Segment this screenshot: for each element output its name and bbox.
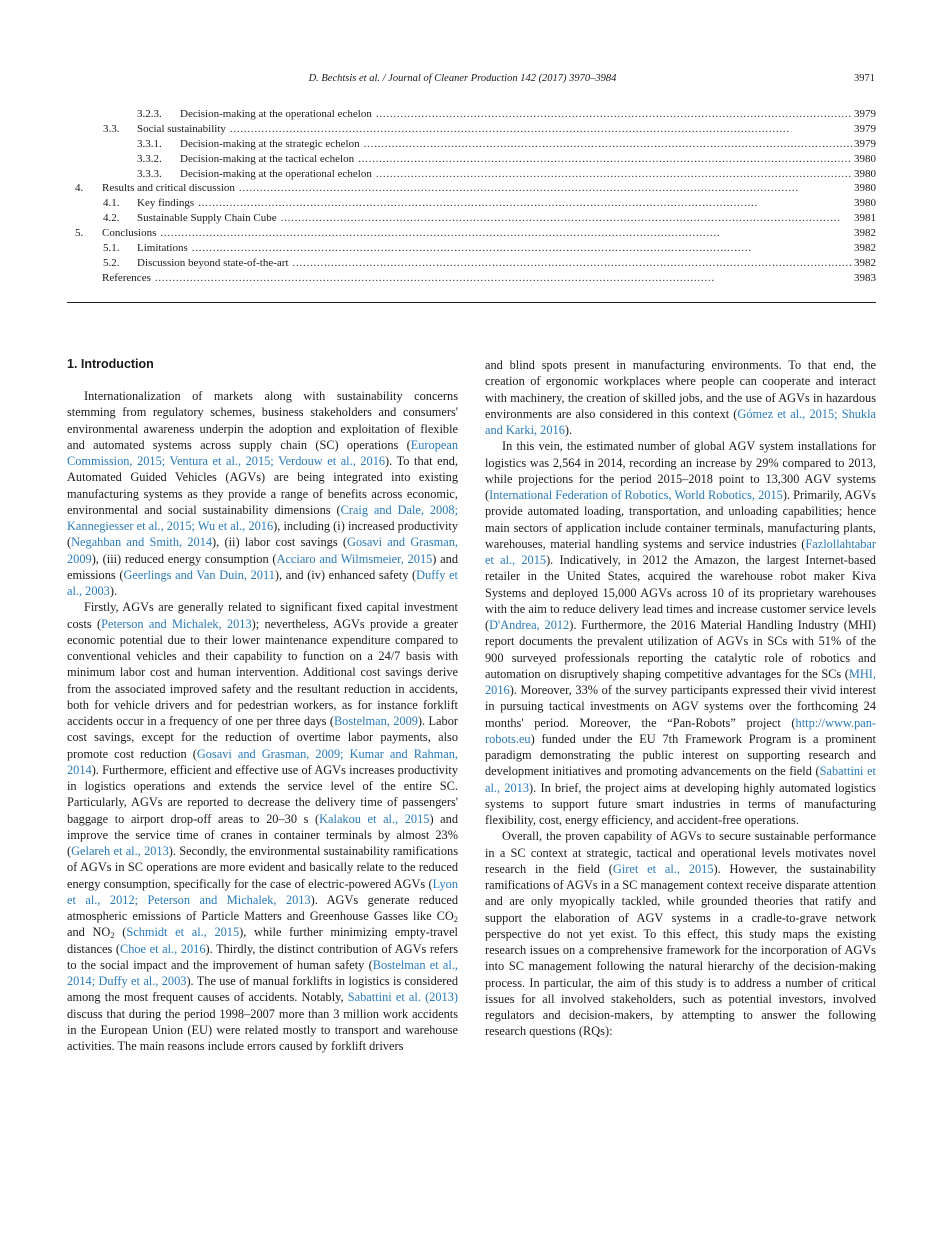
paragraph: Internationalization of markets along with sustainability concerns stemming from regulatory schemes, business stakeholders and consumers' environmental awareness underpin the adoption and exploitation of flexible and automated systems across supply chain (SC) operations (European Commission, 2015; Ventura et al., 2015; Verdouw et al., 2016). To that end, Automated Guided Vehicles (AGVs) are being integrated into existing manufacturing systems as they provide a range of benefits across economic, environmental and social sustainability dimensions (Craig and Dale, 2008; Kannegiesser et al., 2015; Wu et al., 2016), including (i) increased productivity (Negahban and Smith, 2014), (ii) labor cost savings (Gosavi and Grasman, 2009), (iii) reduced energy consumption (Acciaro and Wilmsmeier, 2015) and emissions (Geerlings and Van Duin, 2011), and (iv) enhanced safety (Duffy et al., 2003).: [67, 389, 458, 598]
citation-link[interactable]: Duffy et al., 2003: [67, 567, 458, 598]
citation-link[interactable]: Sabattini et al., 2013: [485, 764, 876, 795]
running-head: [0, 73, 925, 89]
citation-link[interactable]: Choe et al., 2016: [119, 941, 206, 956]
toc-entry[interactable]: 3.3.1. Decision-making at the strategic echelon . . . 3979: [67, 137, 876, 152]
citation-link[interactable]: MHI, 2016: [485, 666, 876, 697]
citation-link[interactable]: Craig and Dale, 2008; Kannegiesser et al., 2015; Wu et al., 2016: [67, 502, 458, 533]
citation-link[interactable]: Peterson and Michalek, 2013: [101, 616, 252, 631]
section-heading: 1. Introduction: [67, 357, 154, 371]
toc-entry[interactable]: 3.3. Social sustainability . . . 3979: [67, 122, 876, 137]
page-number: 3971: [854, 73, 875, 84]
citation-link[interactable]: Acciaro and Wilmsmeier, 2015: [276, 551, 433, 566]
citation-link[interactable]: International Federation of Robotics, World Robotics, 2015: [489, 488, 783, 502]
citation-link[interactable]: Fazlollahtabar et al., 2015: [485, 536, 876, 567]
citation-link[interactable]: Giret et al., 2015: [612, 861, 714, 876]
toc-entry[interactable]: 3.3.3. Decision-making at the operational echelon . . . 3980: [67, 167, 876, 182]
citation-link[interactable]: Gosavi and Grasman, 2009: [67, 535, 458, 566]
citation-link[interactable]: Gómez et al., 2015; Shukla and Karki, 2016: [485, 406, 876, 437]
citation-link[interactable]: Schmidt et al., 2015: [126, 925, 240, 940]
citation-link[interactable]: Gelareh et al., 2013: [71, 844, 169, 858]
citation-link[interactable]: Negahban and Smith, 2014: [71, 535, 213, 550]
right-column: [485, 357, 876, 1040]
citation-link[interactable]: Gosavi and Grasman, 2009; Kumar and Rahman, 2014: [67, 746, 458, 777]
left-column: [67, 356, 458, 1054]
table-of-contents: [67, 107, 876, 286]
citation-link[interactable]: D'Andrea, 2012: [489, 618, 570, 632]
citation-link[interactable]: Bostelman, 2009: [333, 714, 418, 728]
paragraph: Overall, the proven capability of AGVs to secure sustainable performance in a SC context at strategic, tactical and operational levels motivates novel research in the field (Giret et al., 2015). However, the sustainability ramifications of AGVs in a SC management context receive disparate attention and are only myopically tackled, while grounded theories that ratify and support the elaboration of AGV systems in a cradle-to-grave network perspective do not yet exist. To this effect, this study maps the existing research issues on a comprehensive framework for the incorporation of AGVs into SC management following the natural hierarchy of the decision-making process. In particular, the aim of this study is to address a number of critical issues for all involved stakeholders, such as potential investors, involved regulators and decision-makers, by attempting to answer the following research questions (RQs):: [485, 829, 876, 1039]
toc-entry[interactable]: 4.1. Key findings . . . 3980: [67, 196, 876, 211]
citation-link[interactable]: Geerlings and Van Duin, 2011: [123, 567, 275, 582]
toc-entry[interactable]: References . . . 3983: [67, 271, 876, 286]
toc-entry[interactable]: 3.3.2. Decision-making at the tactical echelon . . . 3980: [67, 152, 876, 167]
toc-entry[interactable]: 5.2. Discussion beyond state-of-the-art . . . 3982: [67, 256, 876, 271]
toc-entry[interactable]: 4.2. Sustainable Supply Chain Cube . . . 3981: [67, 211, 876, 226]
header-divider: [67, 302, 876, 303]
toc-entry[interactable]: 5.1. Limitations . . . 3982: [67, 241, 876, 256]
paragraph: and blind spots present in manufacturing environments. To that end, the creation of ergonomic workplaces where people can cooperate and interact with machinery, the creation of skilled jobs, and the use of AGVs in hazardous environments are also considered in this context (Gómez et al., 2015; Shukla and Karki, 2016).: [485, 358, 876, 437]
toc-entry[interactable]: 3.2.3. Decision-making at the operational echelon . . . 3979: [67, 107, 876, 122]
toc-entry[interactable]: 5. Conclusions . . . 3982: [67, 226, 876, 241]
citation-link[interactable]: Bostelman et al., 2014; Duffy et al., 2003: [67, 957, 458, 988]
citation-link[interactable]: Lyon et al., 2012; Peterson and Michalek, 2013: [67, 876, 458, 907]
toc-entry[interactable]: 4. Results and critical discussion . . . 3980: [67, 181, 876, 196]
paragraph: Firstly, AGVs are generally related to significant fixed capital investment costs (Peterson and Michalek, 2013); nevertheless, AGVs provide a greater economic potential due to their lower maintenance expenditure compared to conventional vehicles and their capability to function on a 24/7 basis with minimum labor cost and human intervention. Additional cost savings derive from the associated improved safety and the resultant reduction in accidents, both for vehicle drivers and for pedestrian workers, as for instance forklift accidents occur in a frequency of one per three days (Bostelman, 2009). Labor cost savings, except for the reduction of overtime labor payments, also promote cost reduction (Gosavi and Grasman, 2009; Kumar and Rahman, 2014). Furthermore, efficient and effective use of AGVs increases productivity in logistics operations and extends the service level of the entire SC. Particularly, AGVs are reported to decrease the delivery time of passengers' baggage to airport drop-off areas to 20–30 s (Kalakou et al., 2015) and improve the service time of cranes in container terminals by almost 23% (Gelareh et al., 2013). Secondly, the environmental sustainability ramifications of AGVs in SC operations are more evident and basically relate to the reduced energy consumption, specifically for the case of electric-powered AGVs (Lyon et al., 2012; Peterson and Michalek, 2013). AGVs generate reduced atmospheric emissions of Particle Matters and Greenhouse Gasses like $CO_2$ and $NO_2$ (Schmidt et al., 2015), while further minimizing empty-travel distances (Choe et al., 2016). Thirdly, the distinct contribution of AGVs refers to the social impact and the improvement of human safety (Bostelman et al., 2014; Duffy et al., 2003). The use of manual forklifts in logistics is considered among the most frequent causes of accidents. Notably, Sabattini et al. (2013) discuss that during the period 1998–2007 more than 3 million work accidents in the European Union (EU) were related mostly to transport and warehouse activities. The main reasons include errors caused by forklift drivers: [67, 600, 459, 1053]
paragraph: In this vein, the estimated number of global AGV system installations for logistics was 2,564 in 2014, recording an increase by 29% compared to 2013, while projections for the period 2015–2018 point to 13,300 AGV systems (International Federation of Robotics, World Robotics, 2015). Primarily, AGVs provide automated loading, transportation, and unloading capabilities; hence main sectors of application include container terminals, manufacturing plants, warehouses, material handling systems and service industries (Fazlollahtabar et al., 2015). Indicatively, in 2012 the Amazon, the largest Internet-based retailer in the United States, acquired the warehouse robot maker Kiva Systems and deployed 15,000 AGVs across 10 of its proprietary warehouses with the aim to reduce delivery lead times and increase customer service levels (D'Andrea, 2012). Furthermore, the 2016 Material Handling Industry (MHI) report documents the prevalent utilization of AGVs in SCs with 51% of the 900 surveyed professionals reporting the catalytic role of robotics and automation on disruptively shaping competitive advantages for the SCs (MHI, 2016). Moreover, 33% of the survey participants expressed their vivid interest in pursuing tactical investments on AGV systems over the forthcoming 24 months' period. Moreover, the “Pan-Robots” project (http://www.pan-robots.eu) funded under the EU 7th Framework Program is a prominent paradigm demonstrating the public interest on supporting research and development initiatives and promoting advancements on the field (Sabattini et al., 2013). In brief, the project aims at developing highly automated logistics systems to support future smart industries in terms of manufacturing flexibility, cost, energy efficiency, and accident-free operations.: [485, 439, 877, 827]
journal-citation: D. Bechtsis et al. / Journal of Cleaner Production 142 (2017) 3970–3984: [308, 73, 617, 84]
citation-link[interactable]: Sabattini et al. (2013): [347, 990, 459, 1005]
url-link[interactable]: http://www.pan-robots.eu: [485, 715, 876, 746]
citation-link[interactable]: European Commission, 2015; Ventura et al., 2015; Verdouw et al., 2016: [67, 437, 458, 468]
citation-link[interactable]: Kalakou et al., 2015: [319, 811, 430, 826]
